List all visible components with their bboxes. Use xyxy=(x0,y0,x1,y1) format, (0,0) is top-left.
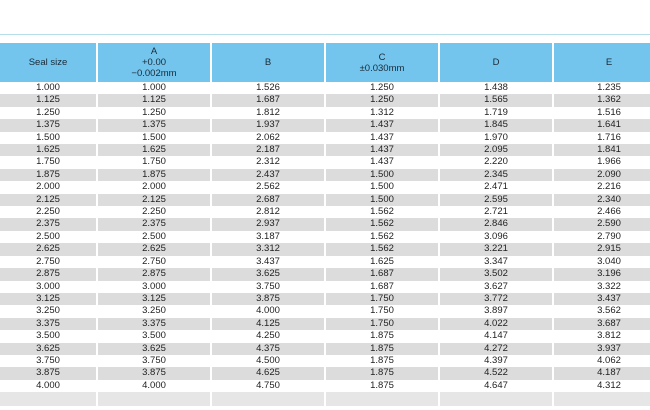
table-cell: 2.095 xyxy=(440,144,552,156)
table-cell: 1.687 xyxy=(212,94,324,106)
table-cell: 3.040 xyxy=(554,256,650,268)
table-cell: 3.625 xyxy=(98,343,210,355)
table-cell: 1.312 xyxy=(326,107,438,119)
table-cell: 1.250 xyxy=(0,107,96,119)
table-cell: 1.125 xyxy=(98,94,210,106)
table-cell: 4.000 xyxy=(98,380,210,392)
table-cell: 1.875 xyxy=(326,343,438,355)
table-cell: 2.595 xyxy=(440,194,552,206)
table-cell: 1.500 xyxy=(0,132,96,144)
table-cell: 2.375 xyxy=(0,218,96,230)
table-row xyxy=(0,268,650,280)
table-cell: 1.562 xyxy=(326,218,438,230)
header-e xyxy=(554,43,650,82)
table-cell: 3.375 xyxy=(98,318,210,330)
table-row xyxy=(0,218,650,230)
table-cell: 3.437 xyxy=(554,293,650,305)
table-cell: 1.437 xyxy=(326,156,438,168)
top-band xyxy=(0,0,650,35)
table-cell: 2.915 xyxy=(554,243,650,255)
table-cell: 1.250 xyxy=(326,82,438,94)
table-cell: 2.345 xyxy=(440,169,552,181)
table-cell: 1.875 xyxy=(326,367,438,379)
table-cell: 3.187 xyxy=(212,231,324,243)
table-cell: 2.500 xyxy=(98,231,210,243)
table-cell: 1.000 xyxy=(98,82,210,94)
table-cell-empty xyxy=(440,392,552,406)
table-cell: 2.312 xyxy=(212,156,324,168)
table-cell: 2.500 xyxy=(0,231,96,243)
seal-dimensions-table-container xyxy=(0,43,650,406)
table-cell: 3.322 xyxy=(554,281,650,293)
table-cell: 3.500 xyxy=(98,330,210,342)
table-cell: 1.562 xyxy=(326,231,438,243)
table-row xyxy=(0,243,650,255)
table-cell: 3.125 xyxy=(0,293,96,305)
table-cell: 2.721 xyxy=(440,206,552,218)
table-cell: 1.937 xyxy=(212,119,324,131)
table-cell: 1.250 xyxy=(98,107,210,119)
table-cell: 2.471 xyxy=(440,181,552,193)
table-cell: 1.125 xyxy=(0,94,96,106)
table-cell: 3.750 xyxy=(0,355,96,367)
table-cell: 2.687 xyxy=(212,194,324,206)
table-cell: 4.522 xyxy=(440,367,552,379)
header-a xyxy=(98,43,210,82)
table-cell: 1.875 xyxy=(0,169,96,181)
table-cell: 2.250 xyxy=(0,206,96,218)
table-cell: 2.812 xyxy=(212,206,324,218)
table-cell: 2.000 xyxy=(98,181,210,193)
table-cell: 3.500 xyxy=(0,330,96,342)
header-d xyxy=(440,43,552,82)
table-cell: 1.437 xyxy=(326,132,438,144)
table-row xyxy=(0,194,650,206)
table-cell-empty xyxy=(0,392,96,406)
table-cell: 2.125 xyxy=(0,194,96,206)
table-row xyxy=(0,132,650,144)
table-cell: 4.000 xyxy=(0,380,96,392)
table-body xyxy=(0,82,650,406)
table-cell: 1.750 xyxy=(326,318,438,330)
table-row xyxy=(0,94,650,106)
header-line: A xyxy=(150,46,158,57)
table-row xyxy=(0,343,650,355)
seal-dimensions-table xyxy=(0,43,650,406)
table-cell: 1.500 xyxy=(98,132,210,144)
table-cell: 3.250 xyxy=(98,305,210,317)
table-cell: 3.125 xyxy=(98,293,210,305)
header-seal-size xyxy=(0,43,96,82)
table-cell: 2.562 xyxy=(212,181,324,193)
table-cell: 2.375 xyxy=(98,218,210,230)
table-cell: 3.625 xyxy=(212,268,324,280)
table-cell: 3.502 xyxy=(440,268,552,280)
table-row xyxy=(0,293,650,305)
table-cell: 1.750 xyxy=(98,156,210,168)
table-row xyxy=(0,380,650,392)
table-cell: 3.897 xyxy=(440,305,552,317)
table-cell: 1.500 xyxy=(326,194,438,206)
table-cell: 4.187 xyxy=(554,367,650,379)
table-cell: 1.375 xyxy=(98,119,210,131)
table-cell: 1.565 xyxy=(440,94,552,106)
table-cell: 3.625 xyxy=(0,343,96,355)
table-cell: 2.062 xyxy=(212,132,324,144)
table-cell: 1.812 xyxy=(212,107,324,119)
table-cell: 1.719 xyxy=(440,107,552,119)
table-row-empty xyxy=(0,392,650,406)
table-cell: 1.437 xyxy=(326,144,438,156)
table-cell: 3.375 xyxy=(0,318,96,330)
table-cell: 2.846 xyxy=(440,218,552,230)
table-cell: 3.221 xyxy=(440,243,552,255)
table-row xyxy=(0,107,650,119)
table-cell: 1.562 xyxy=(326,206,438,218)
table-cell: 1.250 xyxy=(326,94,438,106)
table-cell: 3.875 xyxy=(98,367,210,379)
table-cell: 1.875 xyxy=(98,169,210,181)
table-cell: 3.000 xyxy=(0,281,96,293)
table-row xyxy=(0,181,650,193)
table-cell: 3.687 xyxy=(554,318,650,330)
table-cell: 1.516 xyxy=(554,107,650,119)
table-cell: 1.000 xyxy=(0,82,96,94)
header-c xyxy=(326,43,438,82)
table-row xyxy=(0,330,650,342)
table-cell: 3.196 xyxy=(554,268,650,280)
table-cell: 2.875 xyxy=(0,268,96,280)
table-cell: 2.000 xyxy=(0,181,96,193)
header-row xyxy=(0,43,650,82)
table-cell: 1.875 xyxy=(326,330,438,342)
table-cell: 4.125 xyxy=(212,318,324,330)
table-cell: 2.625 xyxy=(98,243,210,255)
table-row xyxy=(0,318,650,330)
table-cell-empty xyxy=(98,392,210,406)
table-row xyxy=(0,144,650,156)
header-line: ±0.030mm xyxy=(359,62,405,74)
header-line: E xyxy=(605,57,613,68)
table-cell: 1.716 xyxy=(554,132,650,144)
table-cell: 4.647 xyxy=(440,380,552,392)
table-cell: 2.125 xyxy=(98,194,210,206)
table-row xyxy=(0,367,650,379)
header-line: C xyxy=(378,51,386,63)
table-cell-empty xyxy=(212,392,324,406)
table-cell: 3.812 xyxy=(554,330,650,342)
table-cell: 1.750 xyxy=(0,156,96,168)
table-cell: 3.562 xyxy=(554,305,650,317)
table-cell: 1.562 xyxy=(326,243,438,255)
table-cell: 4.062 xyxy=(554,355,650,367)
table-cell: 2.750 xyxy=(98,256,210,268)
table-cell: 3.096 xyxy=(440,231,552,243)
table-cell: 4.147 xyxy=(440,330,552,342)
table-cell: 4.375 xyxy=(212,343,324,355)
table-cell: 1.625 xyxy=(98,144,210,156)
table-row xyxy=(0,119,650,131)
table-cell: 3.875 xyxy=(0,367,96,379)
header-line: +0.00 xyxy=(141,57,167,68)
table-cell: 1.845 xyxy=(440,119,552,131)
table-cell: 2.875 xyxy=(98,268,210,280)
table-cell: 2.590 xyxy=(554,218,650,230)
table-cell: 2.937 xyxy=(212,218,324,230)
table-cell: 4.000 xyxy=(212,305,324,317)
table-cell: 2.090 xyxy=(554,169,650,181)
table-cell: 1.641 xyxy=(554,119,650,131)
table-cell: 3.750 xyxy=(212,281,324,293)
table-row xyxy=(0,169,650,181)
table-cell: 1.235 xyxy=(554,82,650,94)
table-row xyxy=(0,156,650,168)
table-cell: 1.375 xyxy=(0,119,96,131)
table-cell-empty xyxy=(326,392,438,406)
table-cell: 3.875 xyxy=(212,293,324,305)
table-cell: 1.970 xyxy=(440,132,552,144)
table-cell: 1.526 xyxy=(212,82,324,94)
table-cell: 1.437 xyxy=(326,119,438,131)
table-cell: 1.750 xyxy=(326,293,438,305)
table-cell: 1.966 xyxy=(554,156,650,168)
table-cell: 1.750 xyxy=(326,305,438,317)
header-line: B xyxy=(264,57,272,68)
table-cell: 3.250 xyxy=(0,305,96,317)
table-cell: 4.250 xyxy=(212,330,324,342)
table-cell: 2.340 xyxy=(554,194,650,206)
table-cell: 2.750 xyxy=(0,256,96,268)
table-cell: 2.216 xyxy=(554,181,650,193)
table-cell: 2.250 xyxy=(98,206,210,218)
table-cell: 2.187 xyxy=(212,144,324,156)
table-row xyxy=(0,305,650,317)
header-line: Seal size xyxy=(28,57,68,68)
header-line: −0.002mm xyxy=(131,68,177,79)
header-line: D xyxy=(492,57,500,68)
table-cell: 2.220 xyxy=(440,156,552,168)
table-cell: 1.625 xyxy=(326,256,438,268)
table-row xyxy=(0,256,650,268)
table-row xyxy=(0,355,650,367)
table-cell: 3.627 xyxy=(440,281,552,293)
table-cell: 3.347 xyxy=(440,256,552,268)
table-row xyxy=(0,82,650,94)
table-cell: 1.687 xyxy=(326,268,438,280)
table-cell: 3.937 xyxy=(554,343,650,355)
table-cell: 2.437 xyxy=(212,169,324,181)
table-cell: 1.875 xyxy=(326,355,438,367)
table-cell: 3.437 xyxy=(212,256,324,268)
table-cell: 1.875 xyxy=(326,380,438,392)
table-cell: 4.397 xyxy=(440,355,552,367)
table-cell: 2.625 xyxy=(0,243,96,255)
table-cell: 3.750 xyxy=(98,355,210,367)
header-b xyxy=(212,43,324,82)
table-cell: 4.272 xyxy=(440,343,552,355)
table-cell: 1.500 xyxy=(326,169,438,181)
table-cell: 4.750 xyxy=(212,380,324,392)
table-row xyxy=(0,231,650,243)
table-row xyxy=(0,206,650,218)
table-cell: 2.466 xyxy=(554,206,650,218)
table-cell-empty xyxy=(554,392,650,406)
table-cell: 1.625 xyxy=(0,144,96,156)
table-cell: 2.790 xyxy=(554,231,650,243)
table-cell: 4.022 xyxy=(440,318,552,330)
table-cell: 1.841 xyxy=(554,144,650,156)
table-cell: 1.362 xyxy=(554,94,650,106)
table-row xyxy=(0,281,650,293)
table-cell: 4.500 xyxy=(212,355,324,367)
table-cell: 1.687 xyxy=(326,281,438,293)
table-cell: 1.500 xyxy=(326,181,438,193)
table-cell: 3.000 xyxy=(98,281,210,293)
table-cell: 4.312 xyxy=(554,380,650,392)
table-cell: 3.772 xyxy=(440,293,552,305)
table-cell: 3.312 xyxy=(212,243,324,255)
table-cell: 1.438 xyxy=(440,82,552,94)
table-cell: 4.625 xyxy=(212,367,324,379)
